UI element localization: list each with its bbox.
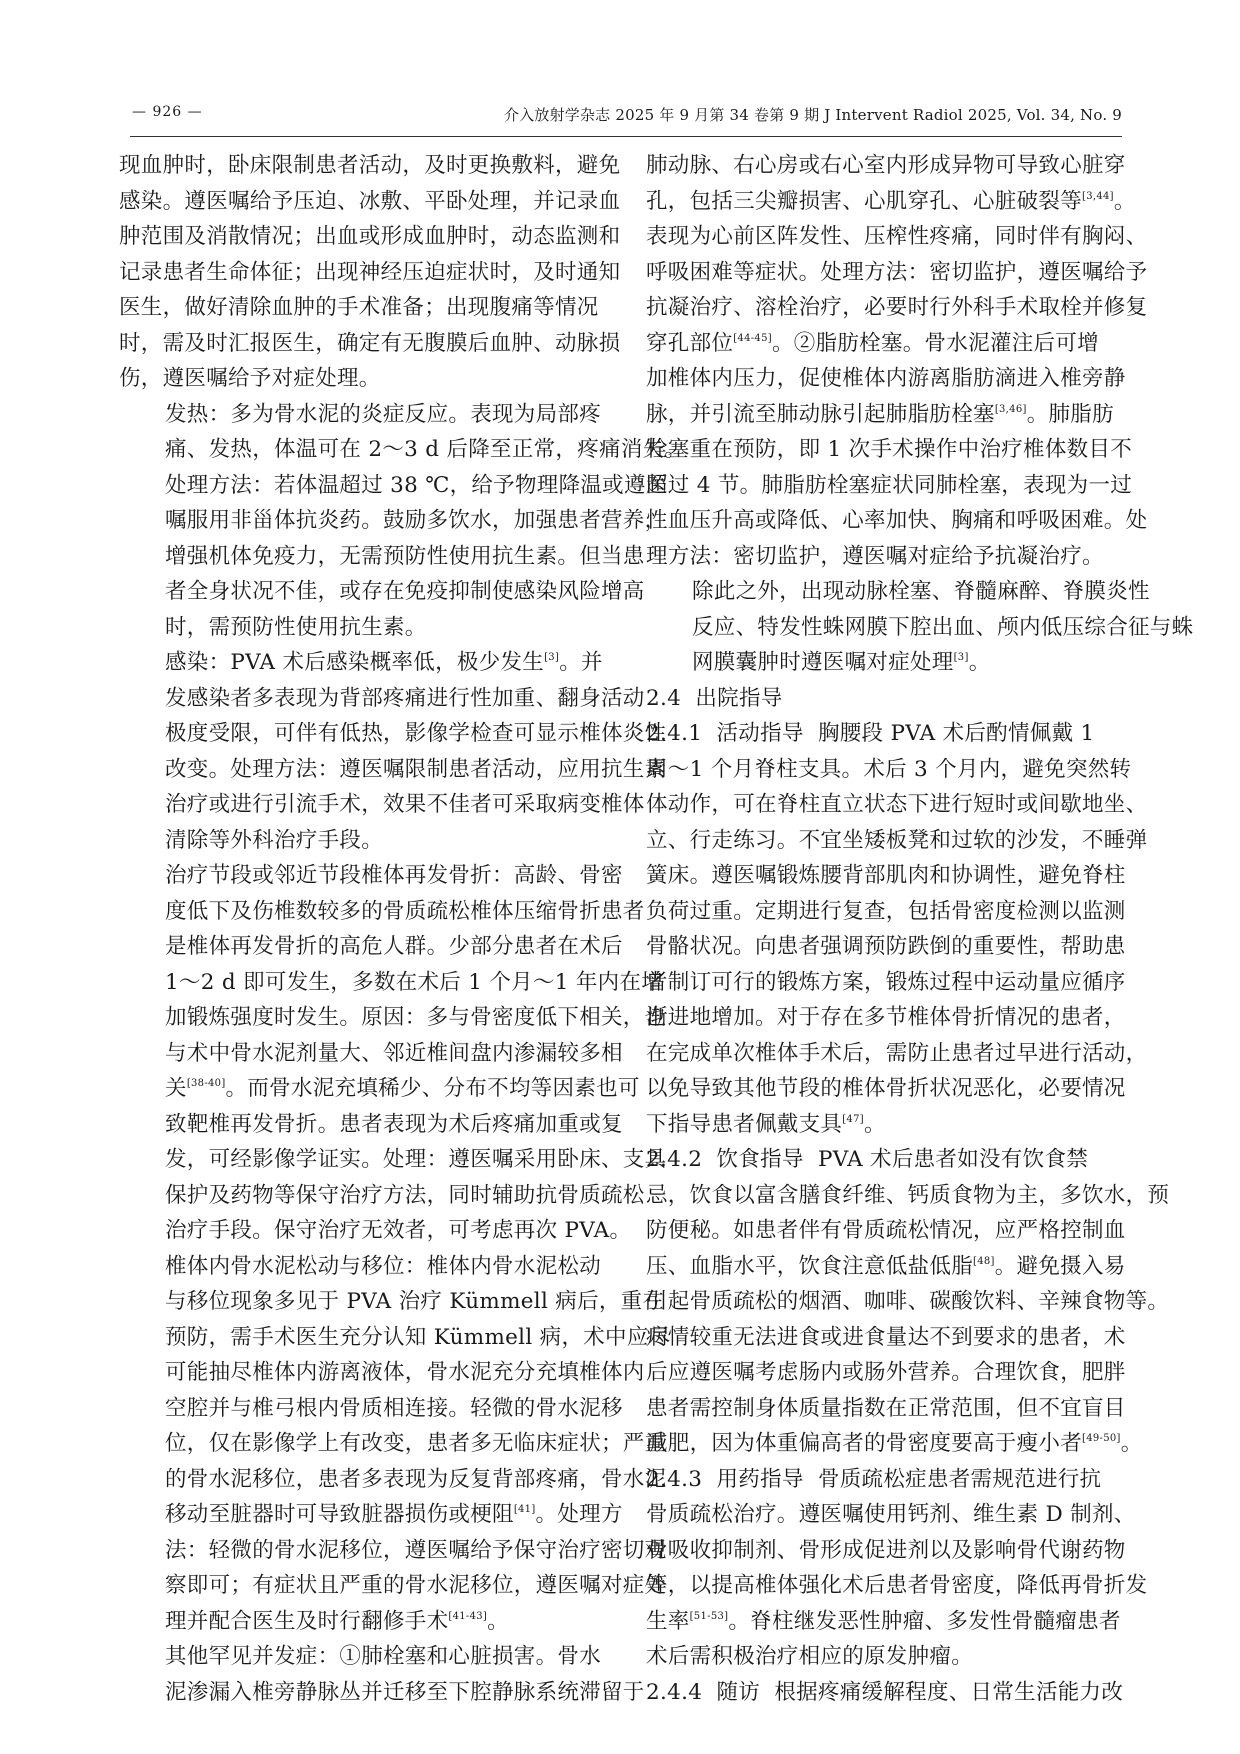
paragraph-medication-guidance — [646, 1462, 1148, 1675]
citation-ref: [3,44] — [1082, 190, 1114, 202]
paragraph-text: 椎体内骨水泥松动与移位：椎体内骨水泥松动 与移位现象多见于 PVA 治疗 Kümmell 病后，重在 预防，需手术医生充分认知 Kümmell 病，术中应尽 可能抽尽椎体内游离液体，骨水泥充分充填椎体内 空腔并与椎弓根内骨质相连接。轻微的骨水泥移 位，仅在影像学上有改变，患者多无临床症状；严重 的骨水泥移位，患者多表现为反复背部疼痛，骨水泥 移动至脏器时可导致脏器损伤或梗阻 — [165, 1253, 671, 1527]
paragraph-other — [646, 574, 1194, 681]
paragraph-text: 。 — [487, 1608, 509, 1634]
paragraph-embolism — [646, 148, 1148, 574]
right-column — [646, 148, 1194, 1710]
paragraph-text: 。脊柱继发恶性肿瘤、多发性骨髓瘤患者 术后需积极治疗相应的原发肿瘤。 — [646, 1608, 1121, 1669]
paragraph-text: 感染：PVA 术后感染概率低，极少发生 — [165, 650, 545, 675]
paragraph-text: 。并 发感染者多表现为背部疼痛进行性加重、翻身活动 极度受限，可伴有低热，影像学检查可显示椎体炎性 改变。处理方法：遵医嘱限制患者活动，应用抗生素 治疗或进行引流手术，效果不佳者可采取病变椎体 清除等外科治疗手段。 — [165, 650, 667, 853]
paragraph-infection — [119, 645, 667, 858]
citation-ref: [38-40] — [186, 1078, 226, 1089]
paragraph-text: 。肺脂肪 栓塞重在预防，即 1 次手术操作中治疗椎体数目不 超过 4 节。肺脂肪栓塞症状同肺栓塞，表现为一过 性血压升高或降低、心率加快、胸痛和呼吸困难。处 理方法：密切监护，遵医嘱对症给予抗凝治疗。 — [646, 401, 1148, 569]
paragraph-refracture — [119, 858, 667, 1249]
citation-ref: [48] — [973, 1255, 995, 1267]
running-header — [130, 100, 1122, 137]
citation-ref: [3,46] — [994, 403, 1027, 415]
paragraph-text: 。而骨水泥充填稀少、分布不均等因素也可 致靶椎再发骨折。患者表现为术后疼痛加重或复 发，可经影像学证实。处理：遵医嘱采用卧床、支具 保护及药物等保守治疗方法，同时辅助抗骨质疏松 治疗手段。保守治疗无效者，可考虑再次 PVA。 — [165, 1076, 667, 1243]
paragraph-text: 2.4.3 用药指导 骨质疏松症患者需规范进行抗 骨质疏松治疗。遵医嘱使用钙剂、维生素 D 制剂、 骨吸收抑制剂、骨形成促进剂以及影响骨代谢药物 等，以提高椎体强化术后患者骨密度，降低再骨折发 生率 — [646, 1466, 1148, 1634]
paragraph-text: 2.4.2 饮食指导 PVA 术后患者如没有饮食禁 忌，饮食以富含膳食纤维、钙质食物为主，多饮水，预 防便秘。如患者伴有骨质疏松情况，应严格控制血 压、血脂水平，饮食注意低盐低脂 — [646, 1147, 1170, 1279]
paragraph-follow-up: 2.4.4 随访 根据疼痛缓解程度、日常生活能力改 — [646, 1679, 1124, 1705]
paragraph-text: 。 — [863, 1111, 886, 1137]
paragraph-text: 。 — [968, 650, 991, 675]
journal-citation: 介入放射学杂志 2025 年 9 月第 34 卷第 9 期 J Intervent Radiol 2025, Vol. 34, No. 9 — [503, 106, 1122, 124]
citation-ref: [3] — [544, 652, 560, 663]
paragraph-text: 2.4.1 活动指导 胸腰段 PVA 术后酌情佩戴 1 周～1 个月脊柱支具。术后 3 个月内，避免突然转 体动作，可在脊柱直立状态下进行短时或间歇地坐、 立、行走练习。不宜坐矮板凳和过软的沙发，不睡弹 簧床。遵医嘱锻炼腰背部肌肉和协调性，避免脊柱 负荷过重。定期进行复查，包括骨密度检测以监测 骨骼状况。向患者强调预防跌倒的重要性，帮助患 者制订可行的锻炼方案，锻炼过程中运动量应循序 渐进地增加。对于存在多节椎体骨折情况的患者， 在完成单次椎体手术后，需防止患者过早进行活动， 以免导致其他节段的椎体骨折状况恶化，必要情况 下指导患者佩戴支具 — [646, 721, 1148, 1137]
citation-ref: [41-43] — [448, 1610, 488, 1622]
section-heading-discharge: 2.4 出院指导 — [646, 685, 783, 711]
paragraph-text: 。处理方 法：轻微的骨水泥移位，遵医嘱给予保守治疗密切观 察即可；有症状且严重的骨水泥移位，遵医嘱对症处 理并配合医生及时行翻修手术 — [165, 1502, 667, 1634]
citation-ref: [44-45] — [733, 332, 772, 344]
paragraph-rare-complications: 其他罕见并发症：①肺栓塞和心脏损害。骨水 泥渗漏入椎旁静脉丛并迁移至下腔静脉系统滞留于 — [165, 1644, 645, 1705]
citation-ref: [47] — [842, 1113, 864, 1125]
paragraph-text: 。 表现为心前区阵发性、压榨性疼痛，同时伴有胸闷、 呼吸困难等症状。处理方法：密切监护，遵医嘱给予 抗凝治疗、溶栓治疗，必要时行外科手术取栓并修复 穿孔部位 — [646, 188, 1148, 356]
citation-ref: [49-50] — [1082, 1433, 1121, 1444]
paragraph-fever: 发热：多为骨水泥的炎症反应。表现为局部疼 痛、发热，体温可在 2～3 d 后降至正常，疼痛消失。 处理方法：若体温超过 38 ℃，给予物理降温或遵医 嘱服用非甾体抗炎药。鼓励多饮水，加强患者营养， 增强机体免疫力，无需预防性使用抗生素。但当患 者全身状况不佳，或存在免疫抑制使感染风险增高 时，需预防性使用抗生素。 — [165, 401, 687, 640]
paragraph-text: 除此之外，出现动脉栓塞、脊髓麻醉、脊膜炎性 反应、特发性蛛网膜下腔出血、颅内低压综合征与蛛 网膜囊肿时遵医嘱对症处理 — [692, 579, 1194, 675]
paragraph-text: 。避免摄入易 引起骨质疏松的烟酒、咖啡、碳酸饮料、辛辣食物等。 病情较重无法进食或进食量达不到要求的患者，术 后应遵医嘱考虑肠内或肠外营养。合理饮食，肥胖 患者需控制身体质量指数在正常范围，但不宜盲目 减肥，因为体重偏高者的骨密度要高于瘦小者 — [646, 1253, 1170, 1456]
page-number: — 926 — — [132, 104, 203, 120]
citation-ref: [51-53] — [689, 1610, 729, 1622]
left-column — [119, 148, 687, 1710]
paragraph-diet-guidance — [646, 1142, 1170, 1462]
paragraph-cement-loosening — [119, 1249, 671, 1640]
citation-ref: [41] — [513, 1504, 536, 1515]
citation-ref: [3] — [953, 652, 969, 663]
paragraph-text: 。②脂肪栓塞。骨水泥灌注后可增 加椎体内压力，促使椎体内游离脂肪滴进入椎旁静 脉，并引流至肺动脉引起肺脂肪栓塞 — [646, 330, 1126, 427]
paragraph-text: 。 — [1120, 1431, 1143, 1456]
paragraph-hematoma: 现血肿时，卧床限制患者活动，及时更换敷料，避免 感染。遵医嘱给予压迫、冰敷、平卧处理，并记录血 肿范围及消散情况；出血或形成血肿时，动态监测和 记录患者生命体征；出现神经压迫症状时，及时通知 医生，做好清除血肿的手术准备；出现腹痛等情况 时，需及时汇报医生，确定有无腹膜后血肿、动脉损 伤，遵医嘱给予对症处理。 — [119, 153, 621, 391]
paragraph-text: 治疗节段或邻近节段椎体再发骨折：高龄、骨密 度低下及伤椎数较多的骨质疏松椎体压缩骨折患者 是椎体再发骨折的高危人群。少部分患者在术后 1～2 d 即可发生，多数在术后 1 个月～1 年内在增 加锻炼强度时发生。原因：多与骨密度低下相关，也 与术中骨水泥剂量大、邻近椎间盘内渗漏较多相 关 — [165, 863, 667, 1101]
paragraph-text: 肺动脉、右心房或右心室内形成异物可导致心脏穿 孔，包括三尖瓣损害、心肌穿孔、心脏破裂等 — [646, 153, 1126, 214]
paragraph-activity-guidance — [646, 716, 1148, 1142]
